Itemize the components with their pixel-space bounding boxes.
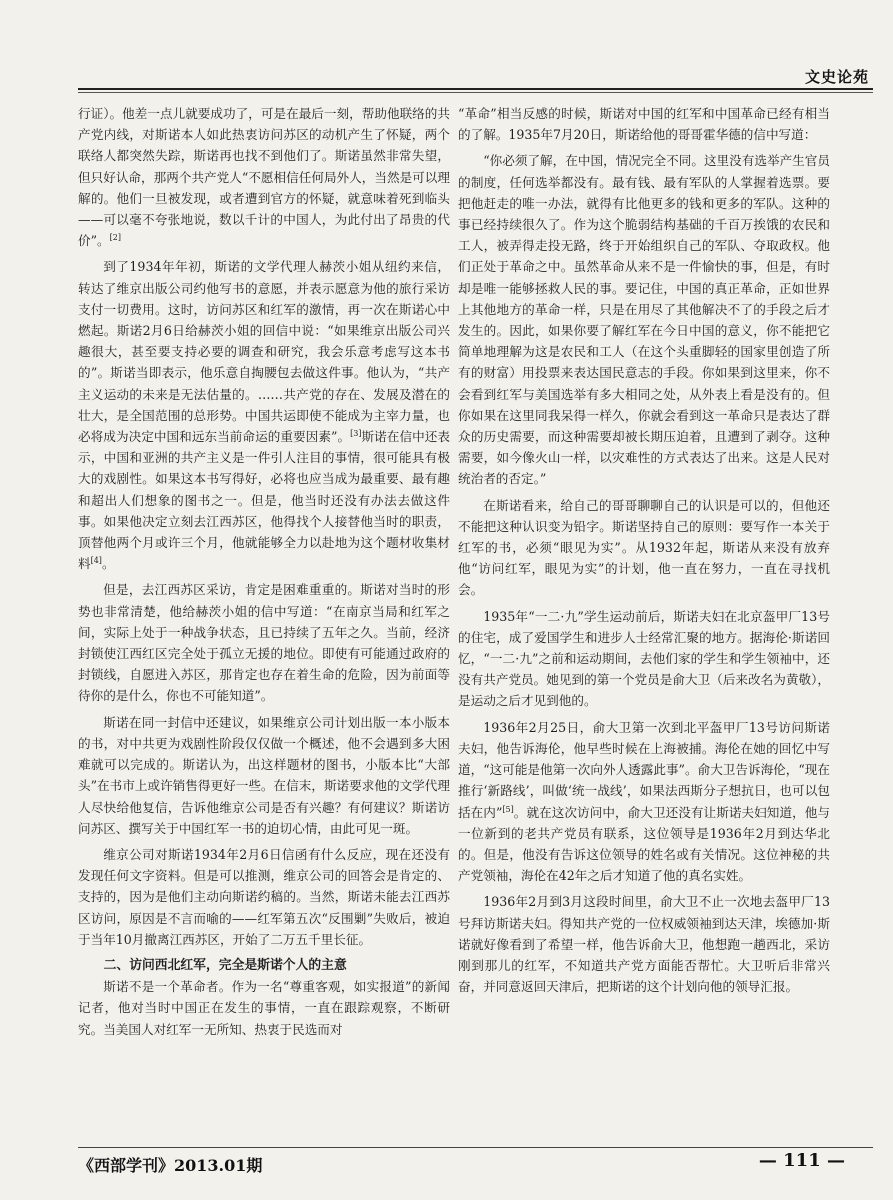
paragraph: 行证）。他差一点儿就要成功了，可是在最后一刻，帮助他联络的共产党内线，对斯诺本人如此热衷访问苏区的动机产生了怀疑，两个联络人都突然失踪，斯诺再也找不到他们了。斯诺虽然非常失望，但只好认命，那两个共产党人“不愿相信任何局外人，当然是可以理解的。他们一旦被发现，或者遭到官方的怀疑，就意味着死到临头——可以毫不夸张地说，数以千计的中国人，为此付出了昂贵的代价”。[2] <box>78 106 450 249</box>
paragraph: 但是，去江西苏区采访，肯定是困难重重的。斯诺对当时的形势也非常清楚，他给赫茨小姐的信中写道：“在南京当局和红军之间，实际上处于一种战争状态，且已持续了五年之久。当前，经济封锁使江西红区完全处于孤立无援的地位。即使有可能通过政府的封锁线，自愿进入苏区，那肯定也存在着生命的危险，因为前面等待你的是什么，你也不可能知道”。 <box>78 582 450 704</box>
letter-quote: “你必须了解，在中国，情况完全不同。这里没有选举产生官员的制度，任何选举都没有。最有钱、最有军队的人掌握着选票。要把他赶走的唯一办法，就得有比他更多的钱和更多的军队。这种的事已经持续很久了。作为这个脆弱结构基础的千百万挨饿的农民和工人，被弄得走投无路，终于开始组织自己的军队、夺取政权。他们正处于革命之中。虽然革命从来不是一件愉快的事，但是，有时却是唯一能够拯救人民的事。要记住，中国的真正革命，正如世界上其他地方的革命一样，只是在用尽了其他解决不了的手段之后才发生的。因此，如果你要了解红军在今日中国的意义，你不能把它简单地理解为这是农民和工人（在这个头重脚轻的国家里创造了所有的财富）用投票来表达国民意志的手段。你如果到这里来，你不会看到红军与美国选举有多大相同之处，从外表上看是没有的。但你如果在这里同我呆得一样久，你就会看到这一革命只是表达了群众的历史需要，而这种需要却被长期压迫着，且遭到了剥夺。这种需要，如今像火山一样，以灾难性的方式表达了出来。这是人民对统治者的否定。” <box>458 153 830 487</box>
citation-ref: [4] <box>90 556 102 566</box>
paragraph: 在斯诺看来，给自己的哥哥聊聊自己的认识是可以的，但他还不能把这种认识变为铅字。斯诺坚持自己的原则：要写作一本关于红军的书，必须“眼见为实”。从1932年起，斯诺从来没有放弃他“访问红军，眼见为实”的计划，他一直在努力，一直在寻找机会。 <box>458 497 830 598</box>
right-column <box>458 103 830 1148</box>
paragraph: 斯诺不是一个革命者。作为一名“尊重客观，如实报道”的新闻记者，他对当时中国正在发生的事情，一直在跟踪观察，不断研究。当美国人对红军一无所知、热衷于民选而对 <box>78 979 450 1037</box>
citation-ref: [5] <box>502 804 514 814</box>
paragraph: 维京公司对斯诺1934年2月6日信函有什么反应，现在还没有发现任何文字资料。但是可以推测，维京公司的回答会是肯定的、支持的，因为是他们主动向斯诺约稿的。当然，斯诺未能去江西苏区访问，原因是不言而喻的——红军第五次“反围剿”失败后，被迫于当年10月撤离江西苏区，开始了二万五千里长征。 <box>78 846 450 947</box>
paragraph: 1935年“一二·九”学生运动前后，斯诺夫妇在北京盔甲厂13号的住宅，成了爱国学生和进步人士经常汇聚的地方。据海伦·斯诺回忆，“一二·九”之前和运动期间，去他们家的学生和学生领袖中，还没有共产党员。她见到的第一个党员是俞大卫（后来改名为黄敬），是运动之后才见到他的。 <box>458 608 830 709</box>
section-header: 文史论苑 <box>804 68 869 86</box>
header-rule-thin <box>78 92 873 93</box>
section-heading: 二、访问西北红军，完全是斯诺个人的主意 <box>103 957 347 973</box>
paragraph: 到了1934年年初，斯诺的文学代理人赫茨小姐从纽约来信，转达了维京出版公司约他写书的意愿，并表示愿意为他的旅行采访支付一切费用。这时，访问苏区和红军的激情，再一次在斯诺心中燃起。斯诺2月6日给赫茨小姐的回信中说：“如果维京出版公司兴趣很大，甚至要支持必要的调查和研究，我会乐意考虑写这本书的”。斯诺当即表示，他乐意自掏腰包去做这件事。他认为，“共产主义运动的未来是无法估量的。……共产党的存在、发展及潜在的壮大，是全国范围的总形势。中国共运即使不能成为主宰力量，也必将成为决定中国和远东当前命运的重要因素”。[3]斯诺在信中还表示，中国和亚洲的共产主义是一件引人注目的事情，很可能具有极大的戏剧性。如果这本书写得好，必将也应当成为最重要、最有趣和超出人们想象的图书之一。但是，他当时还没有办法去做这件事。如果他决定立刻去江西苏区，他得找个人接替他当时的职责，顶替他两个月或许三个月，他就能够全力以赴地为这个题材收集材料[4]。 <box>78 259 450 572</box>
page-number: — 111 — <box>758 1150 845 1171</box>
header-rule <box>78 88 873 90</box>
paragraph: 斯诺在同一封信中还建议，如果维京公司计划出版一本小版本的书，对中共更为戏剧性阶段仅仅做一个概述，他不会遇到多大困难就可以完成的。斯诺认为，出这样题材的图书，小版本比“大部头”在书市上或许销售得更好一些。在信末，斯诺要求他的文学代理人尽快给他复信，告诉他维京公司是否有兴趣？有何建议？斯诺访问苏区、撰写关于中国红军一书的迫切心情，由此可见一斑。 <box>78 714 450 836</box>
left-column <box>78 103 450 1148</box>
citation-ref: [2] <box>109 233 121 243</box>
paragraph: 1936年2月到3月这段时间里，俞大卫不止一次地去盔甲厂13号拜访斯诺夫妇。得知共产党的一位权威领袖到达天津，埃德加·斯诺就好像看到了希望一样，他告诉俞大卫，他想跑一趟西北，采访刚到那儿的红军，不知道共产党方面能否帮忙。大卫听后非常兴奋，并同意返回天津后，把斯诺的这个计划向他的领导汇报。 <box>458 894 830 995</box>
paragraph: 1936年2月25日，俞大卫第一次到北平盔甲厂13号访问斯诺夫妇，他告诉海伦，他早些时候在上海被捕。海伦在她的回忆中写道，“这可能是他第一次向外人透露此事”。俞大卫告诉海伦，“现在推行‘新路线’，叫做‘统一战线’，如果法西斯分子想抗日，也可以包括在内”[5]。就在这次访问中，俞大卫还没有让斯诺夫妇知道，他与一位新到的老共产党员有联系，这位领导是1936年2月到达华北的。但是，他没有告诉这位领导的姓名或有关情况。这位神秘的共产党领袖，海伦在42年之后才知道了他的真名实姓。 <box>458 719 830 884</box>
paragraph: “革命”相当反感的时候，斯诺对中国的红军和中国革命已经有相当的了解。1935年7月20日，斯诺给他的哥哥霍华德的信中写道： <box>458 106 830 143</box>
citation-ref: [3] <box>350 428 362 438</box>
journal-name: 《西部学刊》2013.01期 <box>78 1156 263 1175</box>
footer-rule <box>78 1147 873 1148</box>
